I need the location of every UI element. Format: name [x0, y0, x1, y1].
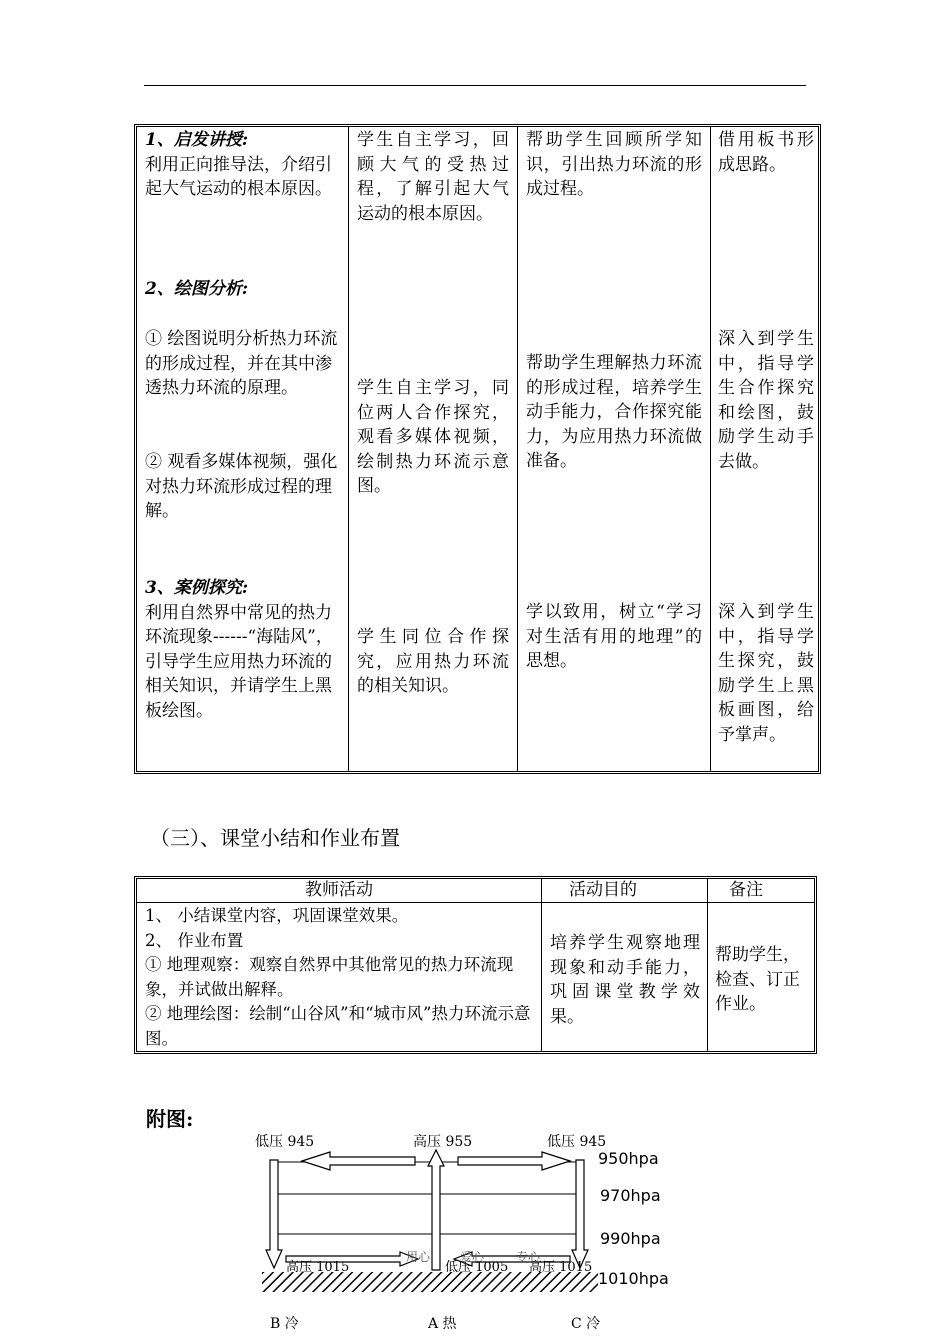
label-top-left: 低压 945 — [255, 1134, 315, 1150]
step-text: ① 绘图说明分析热力环流的形成过程，并在其中渗透热力环流的原理。 — [145, 329, 338, 398]
label-bottom-center: 低压 1005 — [445, 1260, 509, 1275]
label-bottom-right: 高压 1015 — [529, 1260, 593, 1275]
activity-line: ① 地理观察：观察自然界中其他常见的热力环流现象，并试做出解释。 — [145, 955, 514, 999]
step-heading: 3、案例探究: — [145, 578, 249, 598]
watermark-text: 爱心 — [460, 1250, 485, 1264]
label-bottom-left: 高压 1015 — [286, 1260, 350, 1275]
ground-label-b: B 冷 — [270, 1316, 299, 1332]
section-title: （三）、课堂小结和作业布置 — [150, 826, 400, 850]
header-teacher-activity: 教师活动 — [305, 880, 373, 900]
student-activity-3: 学生同位合作探究，应用热力环流的相关知识。 — [357, 627, 509, 696]
step-text: 利用正向推导法，介绍引起大气运动的根本原因。 — [145, 154, 332, 199]
ground-label-c: C 冷 — [571, 1316, 601, 1332]
header-purpose: 活动目的 — [569, 880, 637, 900]
ground-surface — [262, 1272, 598, 1292]
note-1: 借用板书形成思路。 — [718, 130, 814, 175]
isobar-label: 990hpa — [600, 1229, 661, 1248]
step-text: ② 观看多媒体视频，强化对热力环流形成过程的理解。 — [145, 452, 338, 521]
left-arrow-icon — [302, 1152, 415, 1170]
purpose-2: 帮助学生理解热力环流的形成过程，培养学生动手能力，合作探究能力，为应用热力环流做准备。 — [526, 353, 702, 471]
down-arrow-icon — [572, 1160, 588, 1268]
activity-line: ② 地理绘图：绘制“山谷风”和“城市风”热力环流示意图。 — [145, 1004, 531, 1048]
note-cell: 帮助学生，检查、订正作业。 — [715, 945, 800, 1014]
header-note: 备注 — [729, 880, 763, 900]
ground-label-a: A 热 — [428, 1316, 457, 1332]
isobar-label: 950hpa — [598, 1149, 659, 1168]
right-arrow-icon — [458, 1152, 570, 1170]
label-top-right: 低压 945 — [547, 1134, 607, 1150]
activity-line: 1、 小结课堂内容，巩固课堂效果。 — [145, 906, 409, 925]
step-text: 利用自然界中常见的热力环流现象------“海陆风”，引导学生应用热力环流的相关知识，并请学生上黑板绘图。 — [145, 602, 333, 721]
purpose-1: 帮助学生回顾所学知识，引出热力环流的形成过程。 — [526, 130, 702, 199]
down-arrow-icon — [266, 1160, 282, 1268]
watermark-text: 专心 — [516, 1250, 541, 1264]
purpose-3: 学以致用，树立“学习对生活有用的地理”的思想。 — [526, 602, 702, 671]
figure-label: 附图: — [146, 1107, 194, 1131]
activity-line: 2、 作业布置 — [145, 930, 244, 950]
purpose-cell: 培养学生观察地理现象和动手能力，巩固课堂教学效果。 — [550, 933, 700, 1027]
step-heading: 2、绘图分析: — [145, 279, 249, 299]
student-activity-2: 学生自主学习，同位两人合作探究，观看多媒体视频，绘制热力环流示意图。 — [357, 378, 509, 496]
watermark-text: 用心 — [406, 1250, 431, 1264]
isobar-label: 970hpa — [600, 1186, 661, 1205]
student-activity-1: 学生自主学习，回顾大气的受热过程，了解引起大气运动的根本原因。 — [357, 130, 509, 224]
label-top-center: 高压 955 — [413, 1134, 473, 1150]
up-arrow-icon — [428, 1150, 444, 1270]
isobar-label: 1010hpa — [598, 1269, 669, 1288]
note-2: 深入到学生中，指导学生合作探究和绘图，鼓励学生动手去做。 — [718, 329, 814, 472]
note-3: 深入到学生中，指导学生探究，鼓励学生上黑板画图，给予掌声。 — [718, 602, 814, 745]
step-heading: 1、启发讲授: — [145, 130, 249, 150]
